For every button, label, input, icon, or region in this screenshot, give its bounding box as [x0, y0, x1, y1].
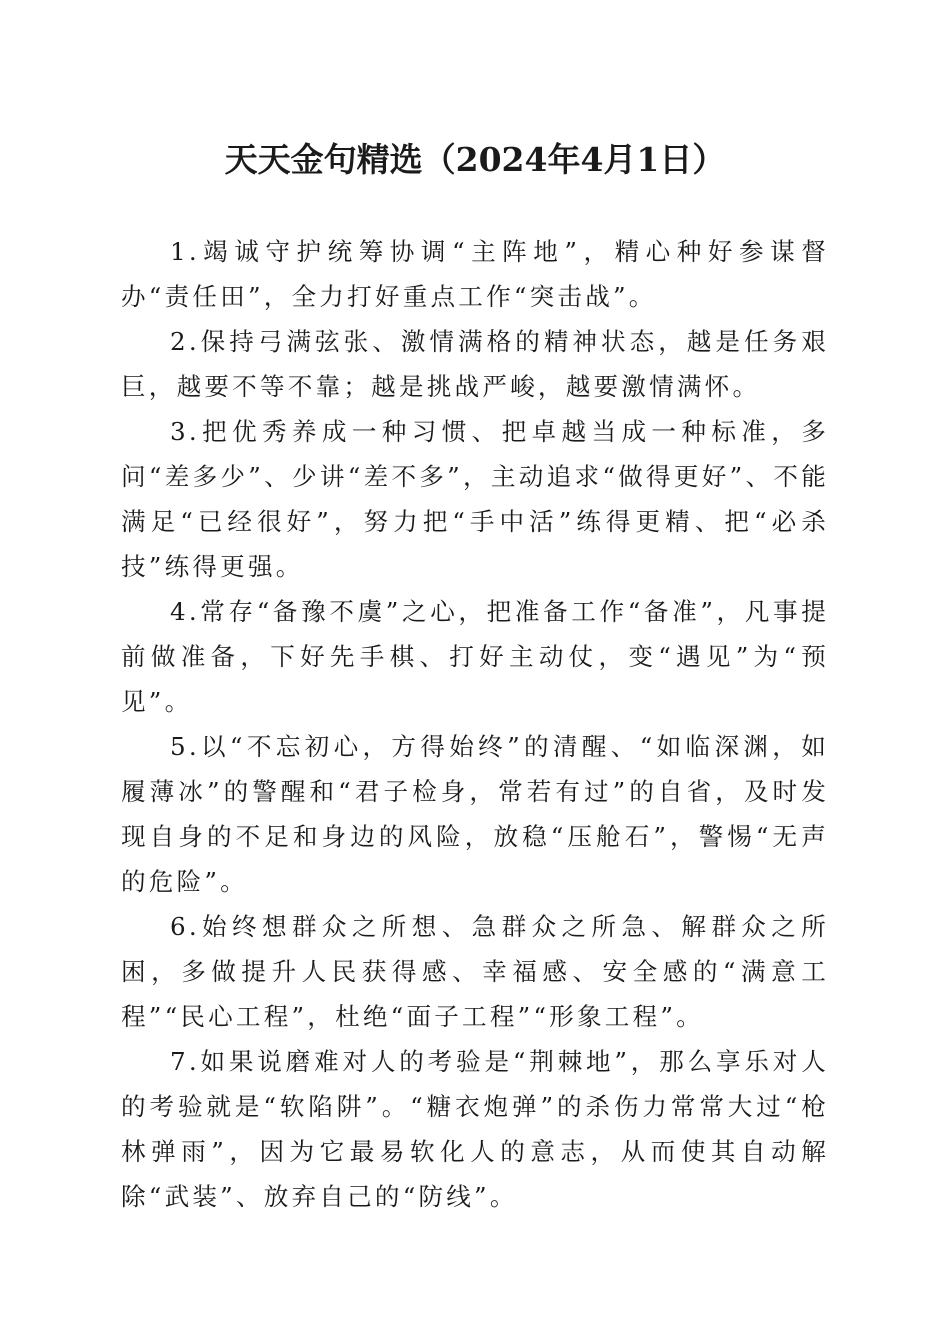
paragraph-3: 3.把优秀养成一种习惯、把卓越当成一种标准，多问“差多少”、少讲“差不多”，主动追求“做得更好”、不能满足“已经很好”，努力把“手中活”练得更精、把“必杀技”练得更强。: [121, 417, 829, 581]
paragraph-6: 6.始终想群众之所想、急群众之所急、解群众之所困，多做提升人民获得感、幸福感、安全感的“满意工程”“民心工程”，杜绝“面子工程”“形象工程”。: [121, 912, 829, 1031]
paragraph-1: 1.竭诚守护统筹协调“主阵地”，精心种好参谋督办“责任田”，全力打好重点工作“突击战”。: [121, 237, 829, 311]
document-body: [121, 229, 829, 1219]
paragraph-2: 2.保持弓满弦张、激情满格的精神状态，越是任务艰巨，越要不等不靠；越是挑战严峻，越要激情满怀。: [121, 327, 829, 401]
paragraph-4: 4.常存“备豫不虞”之心，把准备工作“备准”，凡事提前做准备，下好先手棋、打好主动仗，变“遇见”为“预见”。: [121, 597, 829, 716]
paragraph-5: 5.以“不忘初心，方得始终”的清醒、“如临深渊，如履薄冰”的警醒和“君子检身，常若有过”的自省，及时发现自身的不足和身边的风险，放稳“压舱石”，警惕“无声的危险”。: [121, 732, 829, 896]
document-title: 天天金句精选（2024年4月1日）: [224, 140, 726, 179]
paragraph-7: 7.如果说磨难对人的考验是“荆棘地”，那么享乐对人的考验就是“软陷阱”。“糖衣炮弹”的杀伤力常常大过“枪林弹雨”，因为它最易软化人的意志，从而使其自动解除“武装”、放弃自己的“防线”。: [121, 1047, 829, 1211]
